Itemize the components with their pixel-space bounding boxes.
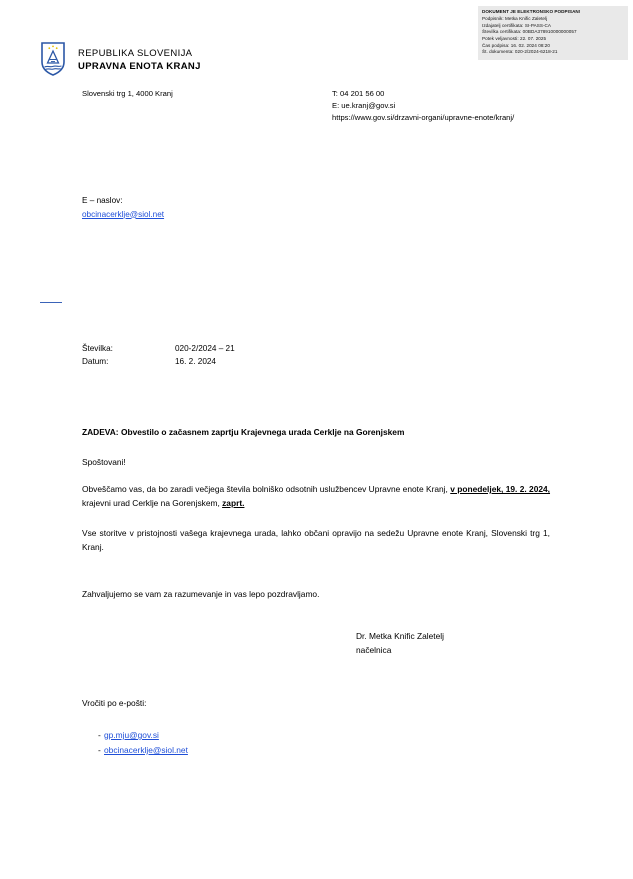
reference-date-row	[82, 355, 235, 368]
signature-document-number: Št. dokumenta: 020-2/2024-6218-21	[482, 49, 558, 55]
paragraph-closure-notice	[82, 483, 550, 511]
divider-rule	[40, 302, 62, 303]
recipient-email-link[interactable]: obcinacerklje@siol.net	[82, 209, 165, 219]
digital-signature-stamp	[478, 6, 628, 60]
signatory-title: načelnica	[356, 645, 392, 656]
letterhead	[40, 42, 201, 76]
office-website: https://www.gov.si/drzavni-organi/upravne-enote/kranj/	[332, 112, 515, 122]
subject-text: Obvestilo o začasnem zaprtju Krajevnega urada Cerklje na Gorenjskem	[120, 427, 405, 437]
office-phone: T: 04 201 56 00	[332, 89, 385, 98]
list-item	[82, 728, 188, 743]
office-email: E: ue.kranj@gov.si	[332, 100, 396, 110]
slovenia-coat-of-arms-icon	[40, 42, 66, 76]
subject-line	[82, 426, 552, 439]
signature-block	[356, 629, 444, 658]
recipient-label: E – naslov:	[82, 196, 123, 205]
signatory-name: Dr. Metka Knific Zaletelj	[356, 631, 444, 641]
greeting: Spoštovani!	[82, 457, 126, 467]
reference-number-row	[82, 342, 235, 355]
list-item	[82, 743, 188, 758]
reference-number-value: 020-2/2024 – 21	[175, 344, 235, 353]
list-bullet: -	[98, 744, 101, 755]
reference-number-label: Številka:	[82, 344, 113, 353]
delivery-title: Vročiti po e-pošti:	[82, 698, 147, 708]
delivery-email-link-2[interactable]: obcinacerklje@siol.net	[104, 744, 188, 755]
office-address: Slovenski trg 1, 4000 Kranj	[82, 89, 173, 98]
recipient-block	[82, 194, 164, 221]
office-contact	[332, 88, 514, 123]
delivery-email-link-1[interactable]: gp.mju@gov.si	[104, 730, 159, 740]
paragraph-1-date-emphasis: v ponedeljek, 19. 2. 2024,	[450, 484, 551, 494]
paragraph-thanks: Zahvaljujemo se vam za razumevanje in vas lepo pozdravljamo.	[82, 589, 320, 599]
office-label: UPRAVNA ENOTA KRANJ	[78, 60, 201, 72]
delivery-list	[82, 728, 188, 757]
signature-stamp-title: DOKUMENT JE ELEKTRONSKO PODPISAN!	[482, 9, 581, 14]
subject-prefix: ZADEVA:	[82, 427, 119, 437]
reference-date-label: Datum:	[82, 357, 109, 367]
paragraph-1-closed-emphasis: zaprt.	[222, 497, 245, 508]
signature-certificate-number: Številka certifikata: 00BDA378910000000057	[482, 29, 577, 35]
paragraph-1-part-a: Obveščamo vas, da bo zaradi večjega števila bolniško odsotnih uslužbencev Upravne enote Kranj,	[82, 484, 448, 494]
signature-expiry: Potek veljavnosti: 22. 07. 2025	[482, 36, 547, 42]
paragraph-alternative-location: Vse storitve v pristojnosti vašega krajevnega urada, lahko občani opravijo na sedežu Upravne enote Kranj, Slovenski trg 1, Kranj.	[82, 528, 550, 552]
republic-label: REPUBLIKA SLOVENIJA	[78, 48, 193, 59]
signature-issuer: Izdajatelj certifikata: SI-PASS-CA	[482, 22, 552, 28]
reference-block	[82, 342, 235, 368]
signature-time: Čas podpisa: 16. 02. 2024 08:20	[482, 42, 550, 48]
signature-signer: Podpisnik: Metka Knific Zaletelj	[482, 16, 548, 22]
reference-date-value: 16. 2. 2024	[175, 357, 216, 367]
paragraph-1-part-c: krajevni urad Cerklje na Gorenjskem,	[82, 497, 220, 508]
list-bullet: -	[98, 730, 101, 740]
